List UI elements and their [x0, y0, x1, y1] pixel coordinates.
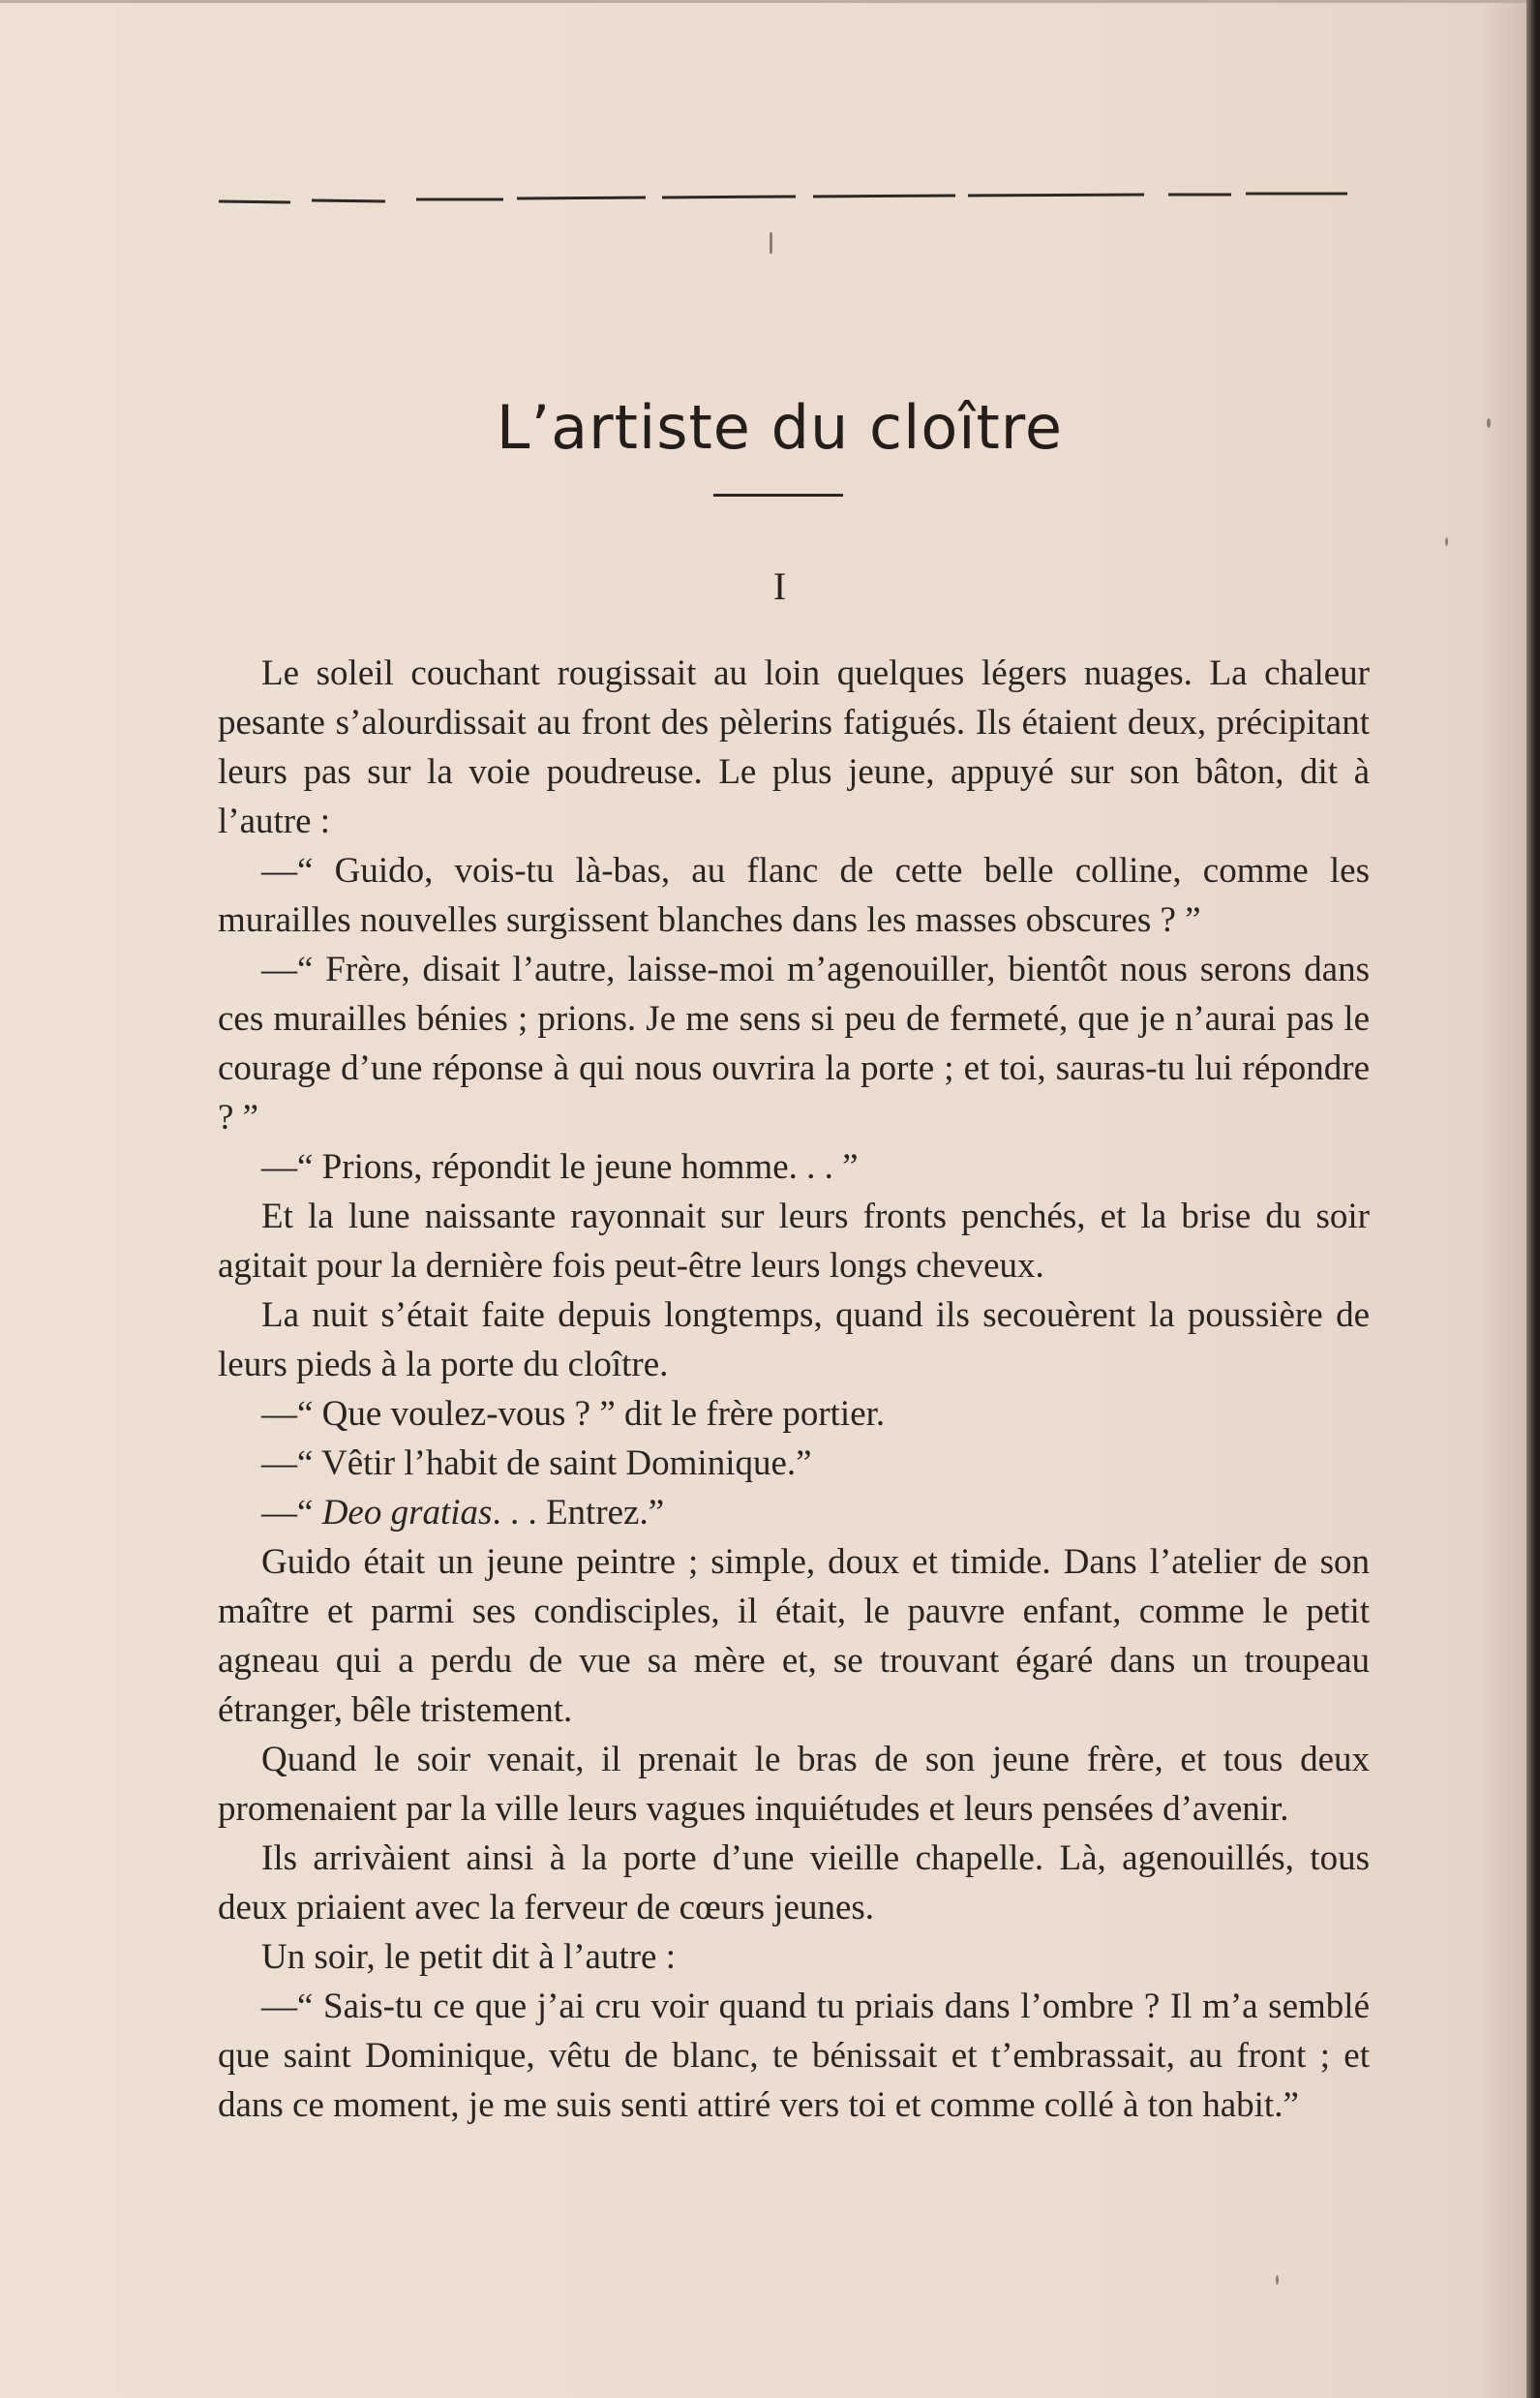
paper-speck	[770, 232, 772, 254]
dialogue-line: —“ Guido, vois-tu là-bas, au flanc de cette belle colline, comme les murailles nouvelles surgissent blanches dans les masses obscures ? ”	[218, 851, 1370, 940]
paper-speck	[1276, 2275, 1279, 2285]
header-rule	[215, 190, 1352, 207]
dialogue-line: —“ Que voulez-vous ? ” dit le frère portier.	[261, 1394, 886, 1434]
dialogue-line-deo-gratias	[218, 1488, 1370, 1537]
dialogue-line: —“ Prions, répondit le jeune homme. . . ”	[261, 1147, 859, 1187]
paragraph: Guido était un jeune peintre ; simple, doux et timide. Dans l’atelier de son maître et parmi ses condisciples, il était, le pauvre enfant, comme le petit agneau qui a perdu de vue sa mère et, se trouvant égaré dans un troupeau étranger, bêle tristement.	[218, 1542, 1370, 1730]
paragraph: La nuit s’était faite depuis longtemps, quand ils secouèrent la poussière de leurs pieds à la porte du cloître.	[218, 1295, 1370, 1384]
paragraph: Ils arrivàient ainsi à la porte d’une vieille chapelle. Là, agenouillés, tous deux priaient avec la ferveur de cœurs jeunes.	[218, 1838, 1370, 1928]
paragraph: Quand le soir venait, il prenait le bras de son jeune frère, et tous deux promenaient par la ville leurs vagues inquiétudes et leurs pensées d’avenir.	[218, 1740, 1370, 1829]
dialogue-line: —“ Frère, disait l’autre, laisse-moi m’agenouiller, bientôt nous serons dans ces murailles bénies ; prions. Je me sens si peu de fermeté, que je n’aurai pas le courage d’une réponse à qui nous ouvrira la porte ; et toi, sauras-tu lui répondre ? ”	[218, 950, 1370, 1138]
latin-phrase: Deo gratias	[321, 1493, 493, 1533]
page-top-edge	[0, 0, 1540, 3]
paper-speck	[1445, 537, 1448, 546]
book-spine-shadow	[1526, 0, 1540, 2398]
paragraph: Un soir, le petit dit à l’autre :	[261, 1937, 677, 1977]
body-text	[218, 649, 1370, 2130]
paragraph: Et la lune naissante rayonnait sur leurs fronts penchés, et la brise du soir agitait pour la dernière fois peut-être leurs longs cheveux.	[218, 1197, 1370, 1286]
paragraph: Le soleil couchant rougissait au loin quelques légers nuages. La chaleur pesante s’alourdissait au front des pèlerins fatigués. Ils étaient deux, précipitant leurs pas sur la voie poudreuse. Le plus jeune, appuyé sur son bâton, dit à l’autre :	[218, 653, 1370, 841]
entrez-text: . . . Entrez.”	[492, 1493, 665, 1533]
paper-speck	[1487, 418, 1491, 428]
dash-quote: —“	[261, 1493, 322, 1533]
dialogue-line: —“ Sais-tu ce que j’ai cru voir quand tu priais dans l’ombre ? Il m’a semblé que saint Dominique, vêtu de blanc, te bénissait et t’embrassait, au front ; et dans ce moment, je me suis senti attiré vers toi et comme collé à ton habit.”	[218, 1987, 1370, 2125]
chapter-title: L’artiste du cloître	[496, 392, 1064, 463]
title-underline	[713, 494, 843, 497]
section-number: I	[772, 564, 787, 608]
dialogue-line: —“ Vêtir l’habit de saint Dominique.”	[261, 1443, 812, 1483]
